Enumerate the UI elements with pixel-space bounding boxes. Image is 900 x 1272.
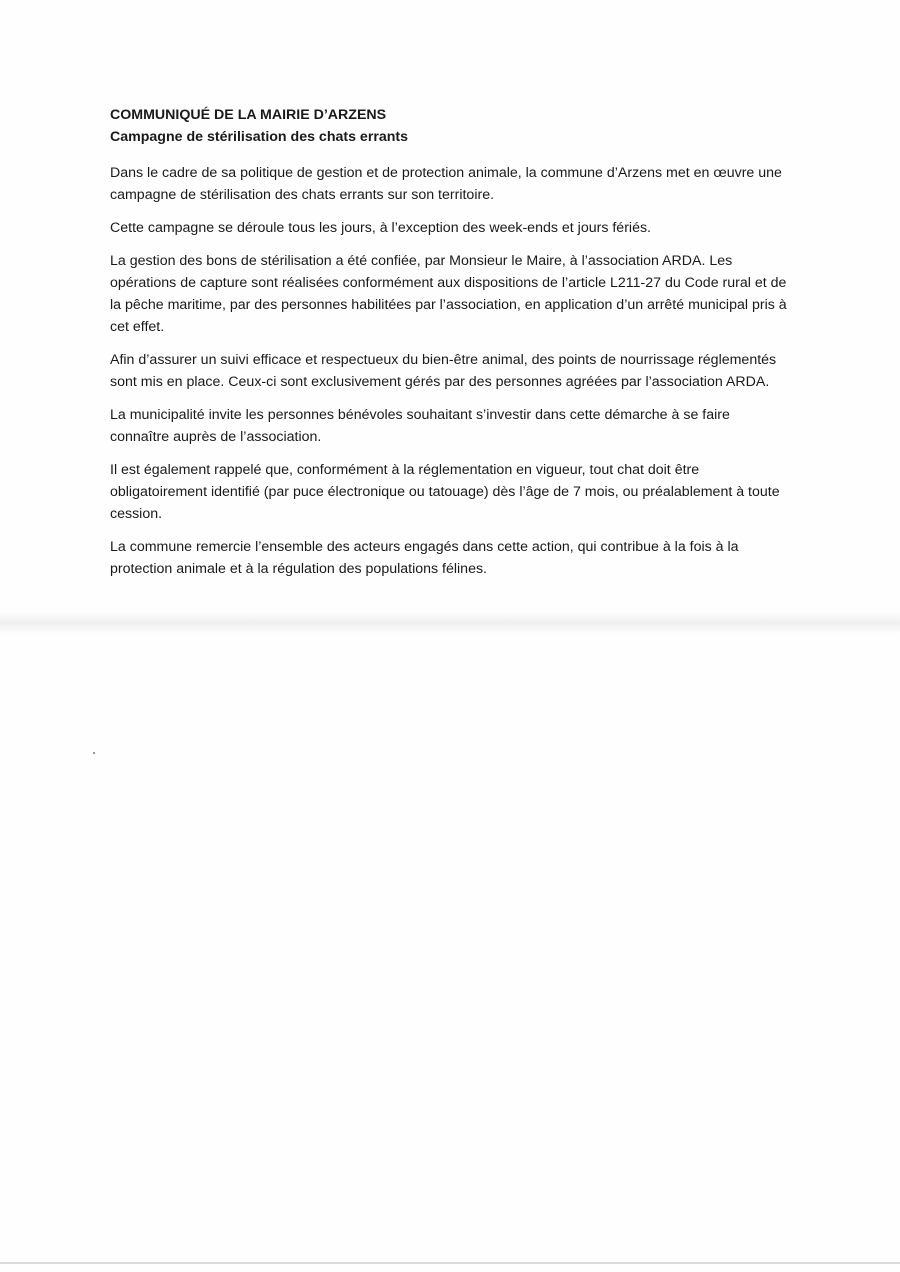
paragraph-schedule: Cette campagne se déroule tous les jours, à l’exception des week-ends et jours fériés.	[110, 220, 651, 236]
paragraph-management: La gestion des bons de stérilisation a été confiée, par Monsieur le Maire, à l’association ARDA. Les opérations de capture sont réalisées conformément aux dispositions de l’article L211-27 du Code rural et de la pêche maritime, par des personnes habilitées par l’association, en application d’un arrêté municipal pris à cet effet.	[110, 253, 787, 335]
document-title: COMMUNIQUÉ DE LA MAIRIE D’ARZENS	[110, 107, 387, 123]
document-subtitle: Campagne de stérilisation des chats errants	[110, 129, 409, 145]
scan-speck	[93, 752, 95, 754]
paragraph-intro: Dans le cadre de sa politique de gestion et de protection animale, la commune d’Arzens met en œuvre une campagne de stérilisation des chats errants sur son territoire.	[110, 165, 782, 203]
paragraph-feeding-points: Afin d’assurer un suivi efficace et respectueux du bien-être animal, des points de nourrissage réglementés sont mis en place. Ceux-ci sont exclusivement gérés par des personnes agréées par l’association ARDA.	[110, 352, 777, 390]
communique-body	[110, 104, 790, 591]
paragraph-volunteers: La municipalité invite les personnes bénévoles souhaitant s’investir dans cette démarche à se faire connaître auprès de l’association.	[110, 407, 730, 445]
scan-fold-shadow	[0, 612, 900, 634]
scan-bottom-edge	[0, 1262, 900, 1264]
paragraph-identification: Il est également rappelé que, conformément à la réglementation en vigueur, tout chat doit être obligatoirement identifié (par puce électronique ou tatouage) dès l’âge de 7 mois, ou préalablement à toute cession.	[110, 462, 780, 522]
paragraph-thanks: La commune remercie l’ensemble des acteurs engagés dans cette action, qui contribue à la fois à la protection animale et à la régulation des populations félines.	[110, 539, 739, 577]
